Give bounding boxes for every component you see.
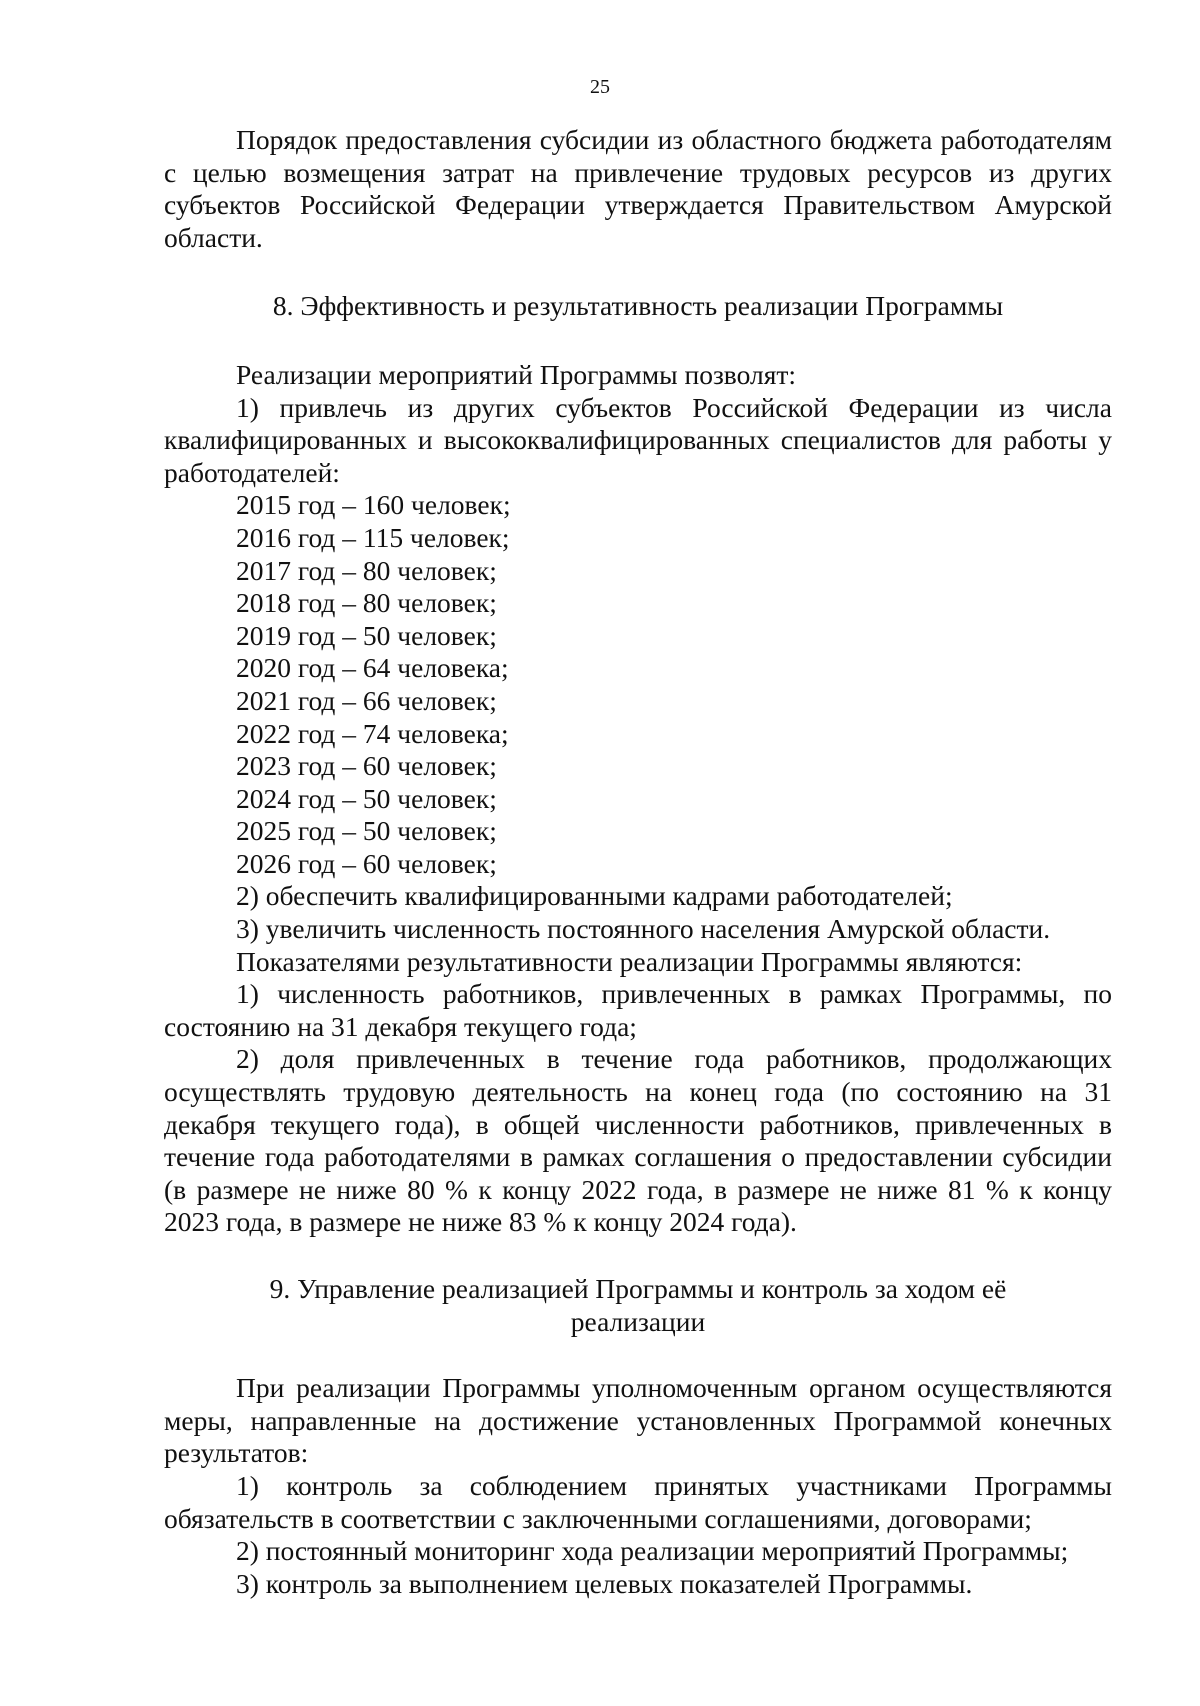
year-item: 2022 год – 74 человека; bbox=[236, 717, 509, 749]
spacer bbox=[164, 254, 1112, 290]
year-list bbox=[164, 489, 1112, 880]
year-item: 2026 год – 60 человек; bbox=[236, 847, 497, 879]
indicator-2: 2) доля привлеченных в течение года работников, продолжающих осуществлять трудовую деятельность на конец года (по состоянию на 31 декабря текущего года), в общей численности работников, привлеченных в течение года работодателями в рамках соглашения о предоставлении субсидии (в размере не ниже 80 % к концу 2022 года, в размере не ниже 81 % к концу 2023 года, в размере не ниже 83 % к концу 2024 года). bbox=[164, 1043, 1112, 1238]
section-9-heading-line-1: 9. Управление реализацией Программы и контроль за ходом её bbox=[269, 1273, 1007, 1304]
section-9-item-2: 2) постоянный мониторинг хода реализации мероприятий Программы; bbox=[236, 1535, 1069, 1567]
section-8-heading: 8. Эффективность и результативность реализации Программы bbox=[272, 290, 1004, 322]
indicator-1: 1) численность работников, привлеченных в рамках Программы, по состоянию на 31 декабря текущего года; bbox=[164, 978, 1112, 1042]
section-8-item-3: 3) увеличить численность постоянного населения Амурской области. bbox=[236, 913, 1051, 945]
document-body bbox=[164, 124, 1112, 1600]
year-item: 2021 год – 66 человек; bbox=[236, 684, 497, 716]
section-9-item-1: 1) контроль за соблюдением принятых участниками Программы обязательств в соответствии с заключенными соглашениями, договорами; bbox=[164, 1469, 1112, 1534]
year-item: 2018 год – 80 человек; bbox=[236, 587, 497, 619]
year-item: 2016 год – 115 человек; bbox=[236, 521, 510, 553]
spacer bbox=[164, 323, 1112, 359]
year-item: 2025 год – 50 человек; bbox=[236, 815, 497, 847]
year-item: 2017 год – 80 человек; bbox=[236, 554, 497, 586]
spacer bbox=[164, 1239, 1112, 1273]
section-8-item-2: 2) обеспечить квалифицированными кадрами работодателей; bbox=[236, 880, 953, 912]
year-item: 2023 год – 60 человек; bbox=[236, 750, 497, 782]
section-9-heading-line-2: реализации bbox=[570, 1305, 706, 1337]
spacer bbox=[164, 1338, 1112, 1372]
page-number: 25 bbox=[590, 76, 610, 98]
section-9-item-3: 3) контроль за выполнением целевых показателей Программы. bbox=[236, 1567, 973, 1599]
year-item: 2019 год – 50 человек; bbox=[236, 619, 497, 651]
section-9-lead: При реализации Программы уполномоченным органом осуществляются меры, направленные на достижение установленных Программой конечных результатов: bbox=[164, 1372, 1112, 1469]
year-item: 2020 год – 64 человека; bbox=[236, 652, 509, 684]
indicators-lead: Показателями результативности реализации Программы являются: bbox=[236, 945, 1023, 977]
year-item: 2015 год – 160 человек; bbox=[236, 489, 511, 521]
section-8-lead: Реализации мероприятий Программы позволят: bbox=[236, 358, 797, 390]
year-item: 2024 год – 50 человек; bbox=[236, 782, 497, 814]
intro-paragraph: Порядок предоставления субсидии из областного бюджета работодателям с целью возмещения затрат на привлечение трудовых ресурсов из других субъектов Российской Федерации утверждается Правительством Амурской области. bbox=[164, 124, 1112, 253]
section-8-item-1: 1) привлечь из других субъектов Российской Федерации из числа квалифицированных и высококвалифицированных специалистов для работы у работодателей: bbox=[164, 391, 1112, 488]
